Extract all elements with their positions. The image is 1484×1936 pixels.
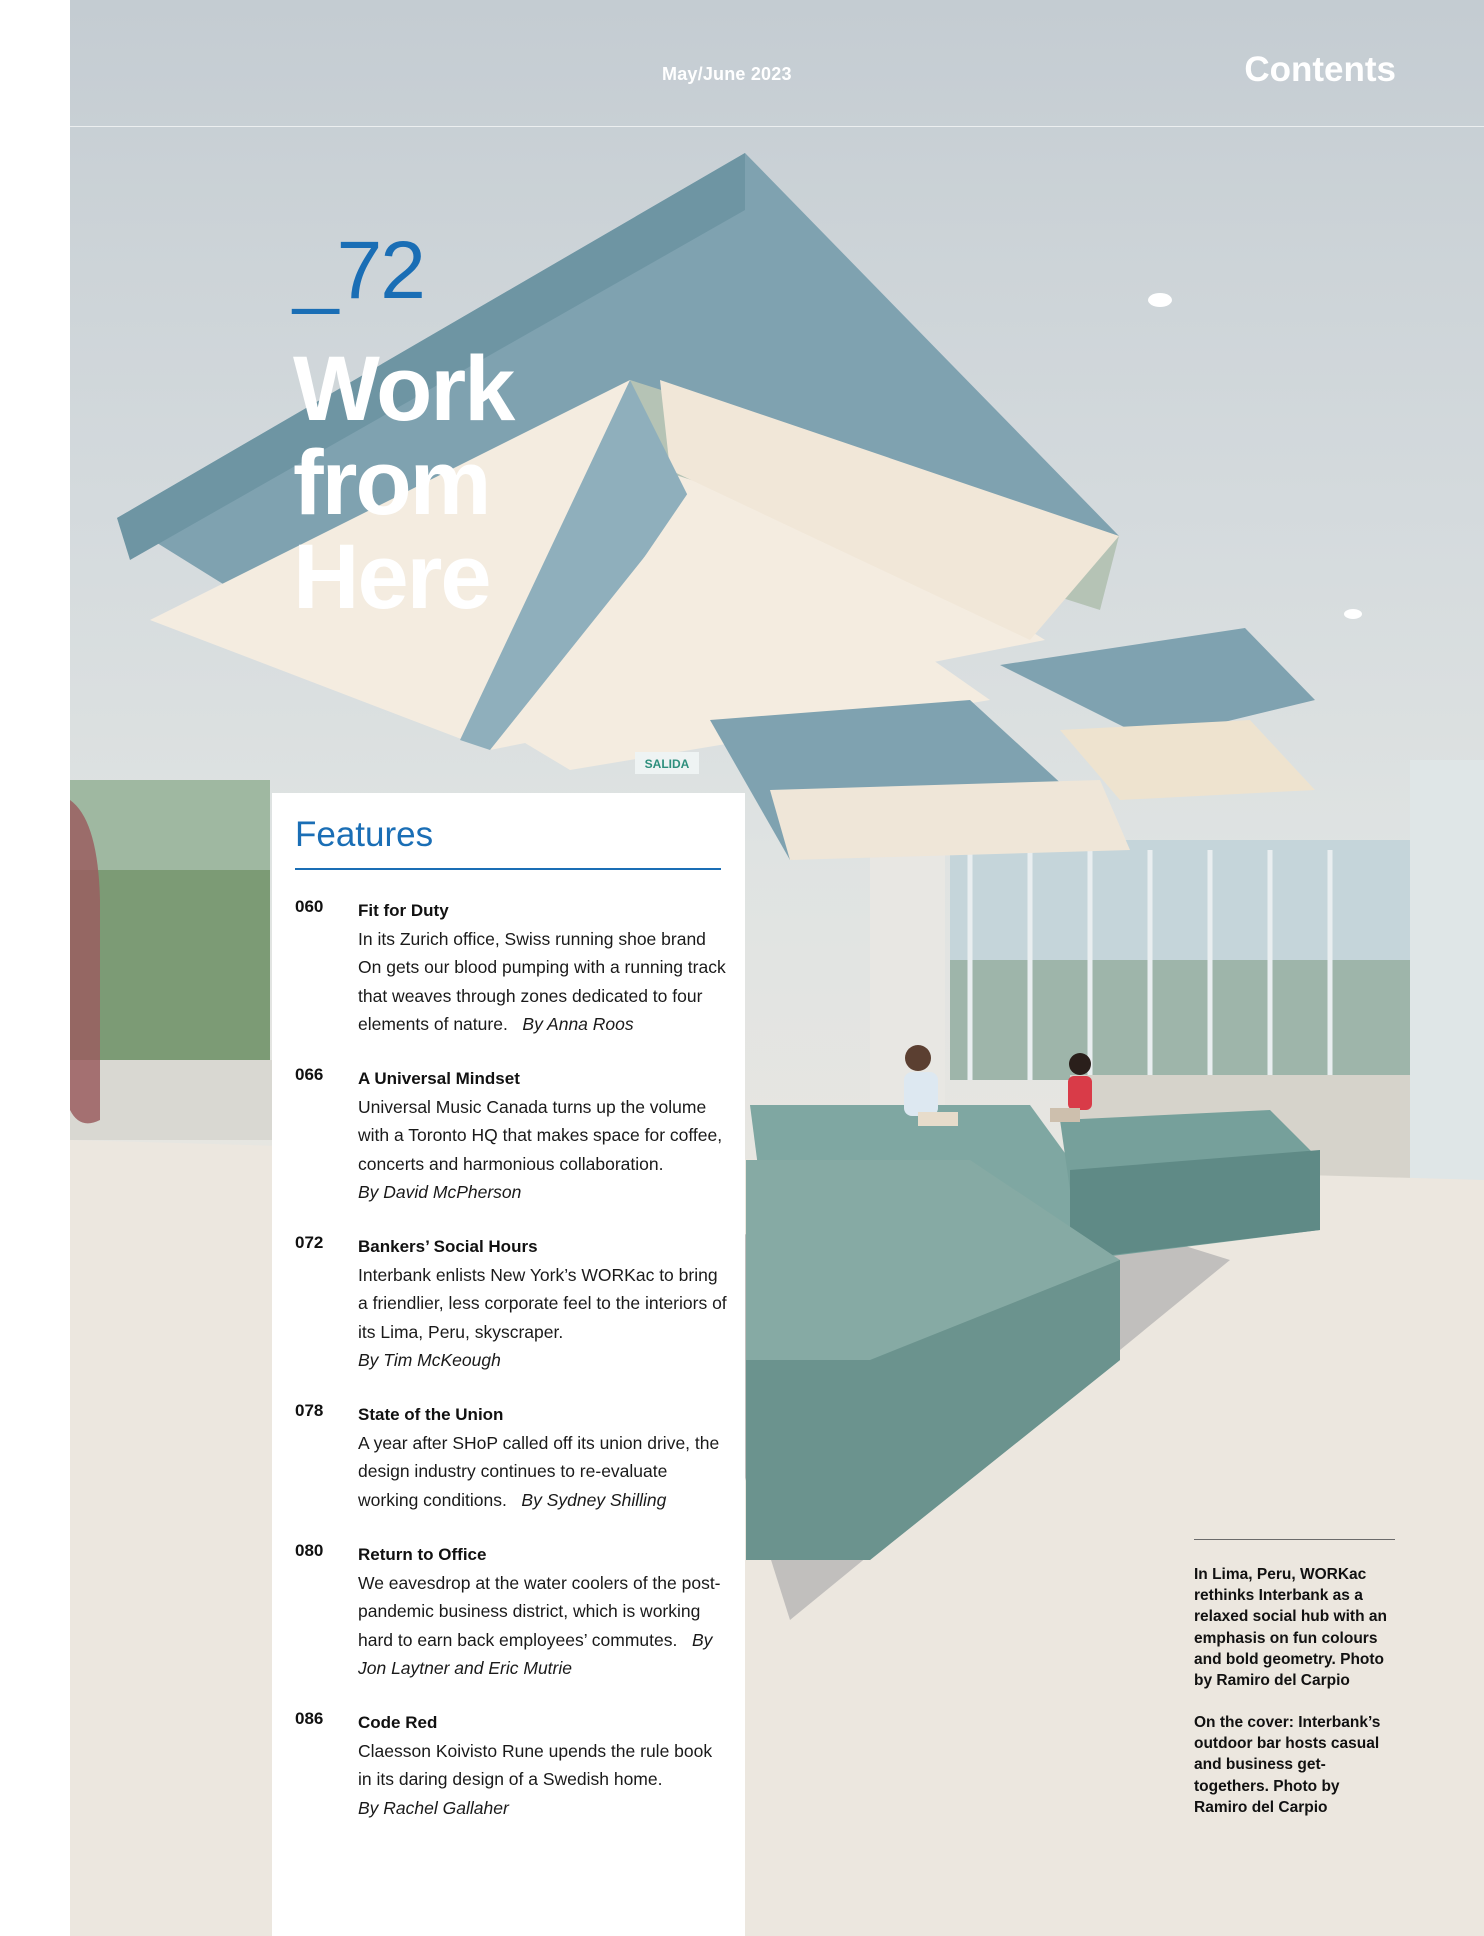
features-rule [295, 868, 721, 870]
ceiling-downlight [1344, 609, 1362, 619]
feature-page-number: 080 [295, 1541, 324, 1560]
header-rule [70, 126, 1484, 127]
feature-description: Claesson Koivisto Rune upends the rule book in its daring design of a Swedish home. [358, 1741, 713, 1790]
feature-text [358, 1233, 728, 1374]
cover-title-line: from [293, 432, 490, 534]
issue-date: May/June 2023 [662, 64, 792, 84]
feature-byline: By Anna Roos [522, 1013, 634, 1034]
plants-behind-glass [950, 960, 1410, 1080]
section-title: Contents [1244, 50, 1396, 89]
feature-page-number: 078 [295, 1401, 324, 1420]
feature-text [358, 1401, 728, 1514]
feature-title: Return to Office [358, 1545, 487, 1564]
cover-title-line: Work [293, 338, 514, 440]
feature-description: In its Zurich office, Swiss running shoe brand On gets our blood pumping with a running track that weaves through zones dedicated to four elements of nature. [358, 929, 726, 1034]
cover-story-title [293, 338, 514, 628]
feature-byline: By David McPherson [358, 1181, 522, 1202]
feature-byline: By Jon Laytner and Eric Mutrie [358, 1629, 713, 1678]
feature-title: Bankers’ Social Hours [358, 1237, 538, 1256]
feature-title: Fit for Duty [358, 901, 449, 920]
feature-description: We eavesdrop at the water coolers of the post-pandemic business district, which is working hard to earn back employees’ commutes. [358, 1573, 721, 1650]
cover-story-number: _72 [293, 225, 424, 316]
feature-text [358, 1541, 728, 1682]
feature-page-number: 072 [295, 1233, 324, 1252]
feature-text [358, 1709, 728, 1822]
features-panel [272, 793, 745, 1936]
feature-description: A year after SHoP called off its union drive, the design industry continues to re-evaluate working conditions. [358, 1433, 720, 1510]
caption-rule [1194, 1539, 1395, 1540]
feature-byline: By Sydney Shilling [521, 1489, 667, 1510]
feature-description: Interbank enlists New York’s WORKac to bring a friendlier, less corporate feel to the interiors of its Lima, Peru, skyscraper. [358, 1265, 727, 1342]
feature-text [358, 897, 728, 1038]
feature-title: A Universal Mindset [358, 1069, 520, 1088]
feature-page-number: 066 [295, 1065, 324, 1084]
feature-byline: By Tim McKeough [358, 1349, 501, 1370]
feature-byline: By Rachel Gallaher [358, 1797, 509, 1818]
features-heading: Features [295, 815, 434, 854]
cover-caption: On the cover: Interbank’s outdoor bar hosts casual and business get-togethers. Photo by Ramiro del Carpio [1194, 1714, 1381, 1816]
photo-caption: In Lima, Peru, WORKac rethinks Interbank as a relaxed social hub with an emphasis on fun colours and bold geometry. Photo by Ramiro del Carpio [1194, 1566, 1387, 1690]
right-glass-wall [1410, 760, 1484, 1220]
feature-description: Universal Music Canada turns up the volume with a Toronto HQ that makes space for coffee, concerts and harmonious collaboration. [358, 1097, 723, 1174]
cover-title-line: Here [293, 526, 490, 628]
ceiling-downlight [1148, 293, 1172, 307]
feature-title: State of the Union [358, 1405, 504, 1424]
feature-title: Code Red [358, 1713, 438, 1732]
page-margin [0, 0, 70, 1936]
exit-sign-label: SALIDA [644, 757, 690, 771]
terrace-wall [70, 1060, 290, 1140]
feature-page-number: 086 [295, 1709, 324, 1728]
feature-page-number: 060 [295, 897, 324, 916]
feature-text [358, 1065, 728, 1206]
